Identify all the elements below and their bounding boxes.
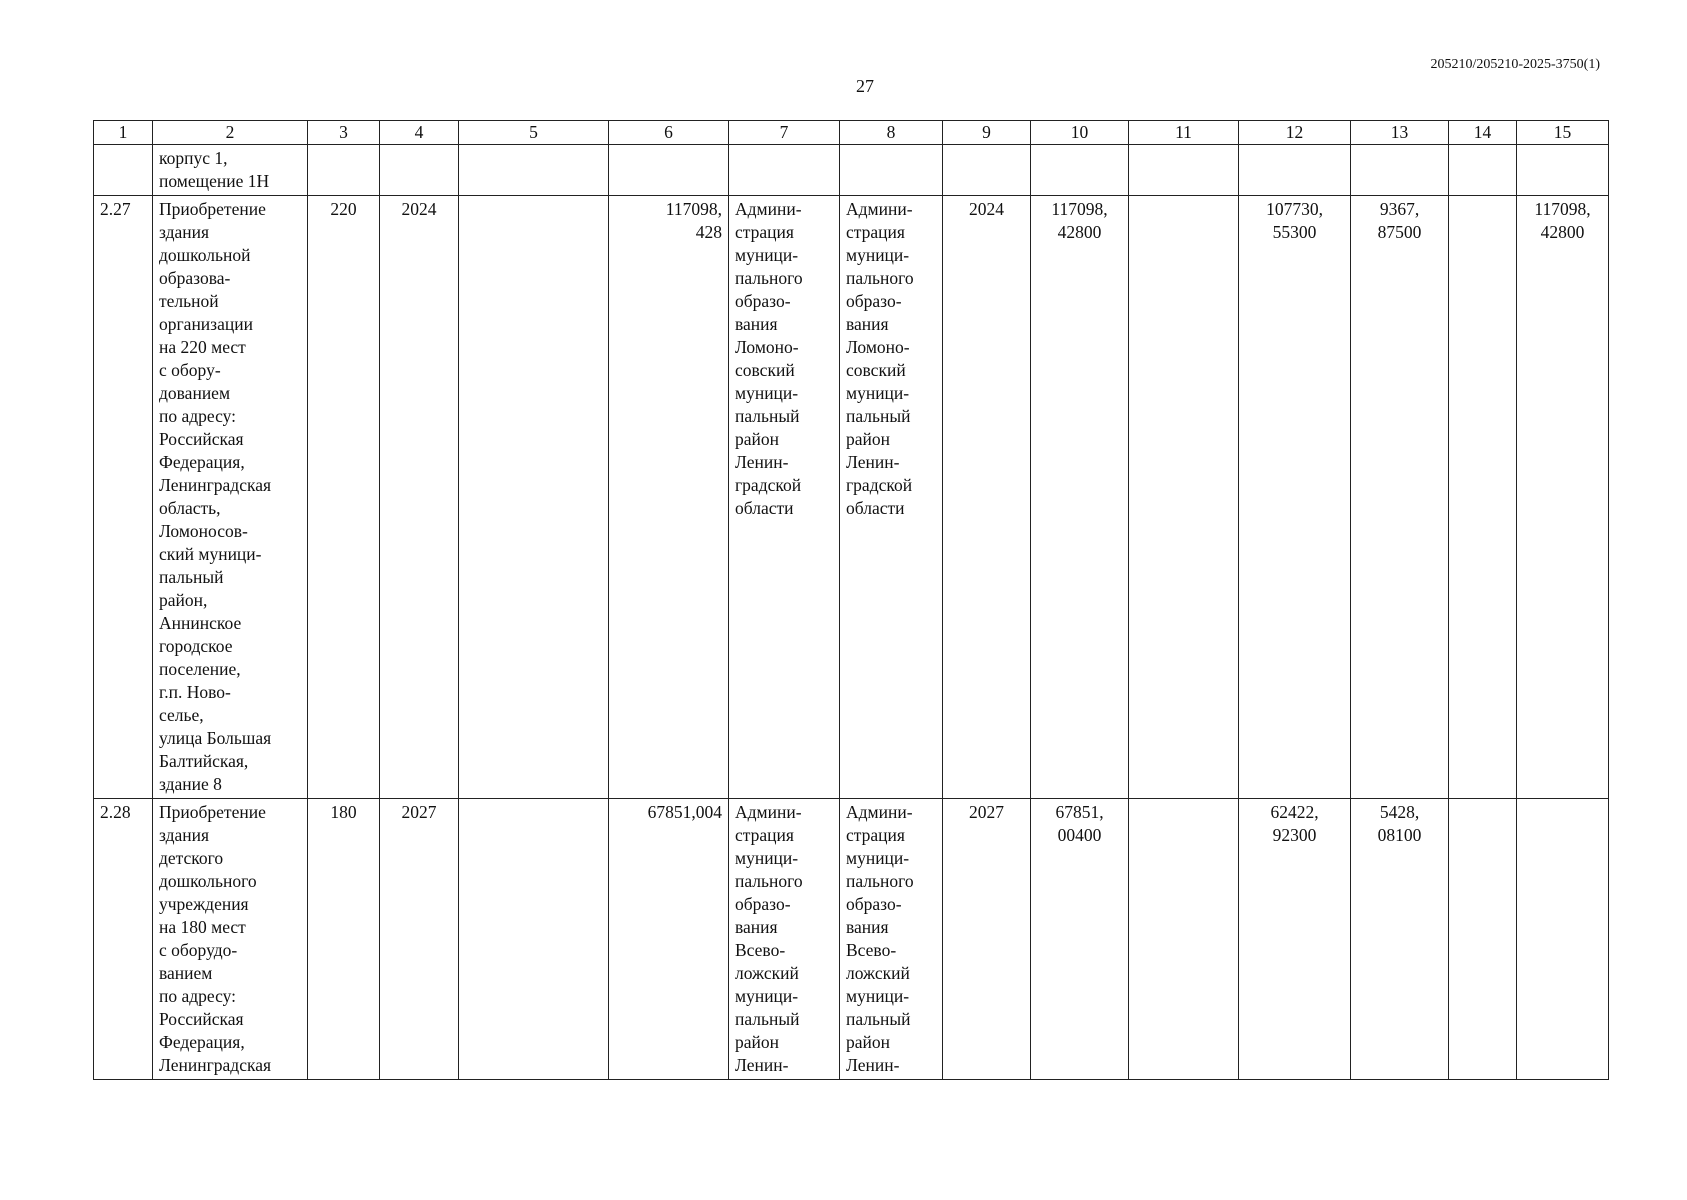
row-number: 2.28 [94,799,153,1080]
data-table [93,120,1609,1080]
cost-cell: 67851,004 [609,799,729,1080]
column-header: 3 [308,121,380,145]
customer-cell [729,145,840,196]
table-row [94,799,1609,1080]
recipient-cell: Админи- страция муници- пального образо- вания Всево- ложский муници- пальный район Ленин- [840,799,943,1080]
column-header: 13 [1351,121,1449,145]
amount-cell [1517,799,1609,1080]
year-cell [943,145,1031,196]
capacity-cell: 220 [308,196,380,799]
year-cell: 2024 [943,196,1031,799]
cost-cell: 117098, 428 [609,196,729,799]
column-header: 9 [943,121,1031,145]
amount-cell [1351,145,1449,196]
amount-cell [1239,145,1351,196]
column-number-row [94,121,1609,145]
column-header: 4 [380,121,459,145]
table-cell [1129,196,1239,799]
column-header: 8 [840,121,943,145]
year-cell [380,145,459,196]
recipient-cell [840,145,943,196]
table-cell [1129,145,1239,196]
amount-cell: 67851, 00400 [1031,799,1129,1080]
table-row [94,145,1609,196]
page-number: 27 [856,76,874,96]
table-cell [459,799,609,1080]
column-header: 10 [1031,121,1129,145]
column-header: 5 [459,121,609,145]
year-cell: 2027 [943,799,1031,1080]
amount-cell: 117098, 42800 [1031,196,1129,799]
cost-cell [609,145,729,196]
object-description: Приобретение здания дошкольной образова- тельной организации на 220 мест с обору- дованием по адресу: Российская Федерация, Ленинградская область, Ломоносов- ский муници- пальный район, Аннинское городское поселение, г.п. Ново- селье, улица Большая Балтийская, здание 8 [153,196,308,799]
column-header: 14 [1449,121,1517,145]
recipient-cell: Админи- страция муници- пального образо- вания Ломоно- совский муници- пальный район Ленин- градской области [840,196,943,799]
amount-cell: 5428, 08100 [1351,799,1449,1080]
column-header: 6 [609,121,729,145]
table-cell [1449,145,1517,196]
table-cell [1449,799,1517,1080]
column-header: 1 [94,121,153,145]
amount-cell: 9367, 87500 [1351,196,1449,799]
object-description: корпус 1, помещение 1Н [153,145,308,196]
column-header: 2 [153,121,308,145]
row-number [94,145,153,196]
column-header: 11 [1129,121,1239,145]
amount-cell [1517,145,1609,196]
amount-cell [1031,145,1129,196]
column-header: 7 [729,121,840,145]
table-cell [459,145,609,196]
amount-cell: 62422, 92300 [1239,799,1351,1080]
amount-cell: 107730, 55300 [1239,196,1351,799]
object-description: Приобретение здания детского дошкольного учреждения на 180 мест с оборудо- ванием по адресу: Российская Федерация, Ленинградская [153,799,308,1080]
capacity-cell: 180 [308,799,380,1080]
table-cell [1129,799,1239,1080]
table-row [94,196,1609,799]
amount-cell: 117098, 42800 [1517,196,1609,799]
table-cell [1449,196,1517,799]
table-cell [459,196,609,799]
year-cell: 2027 [380,799,459,1080]
customer-cell: Админи- страция муници- пального образо- вания Всево- ложский муници- пальный район Ленин- [729,799,840,1080]
year-cell: 2024 [380,196,459,799]
document-id: 205210/205210-2025-3750(1) [1430,57,1600,72]
capacity-cell [308,145,380,196]
column-header: 12 [1239,121,1351,145]
column-header: 15 [1517,121,1609,145]
customer-cell: Админи- страция муници- пального образо- вания Ломоно- совский муници- пальный район Ленин- градской области [729,196,840,799]
row-number: 2.27 [94,196,153,799]
